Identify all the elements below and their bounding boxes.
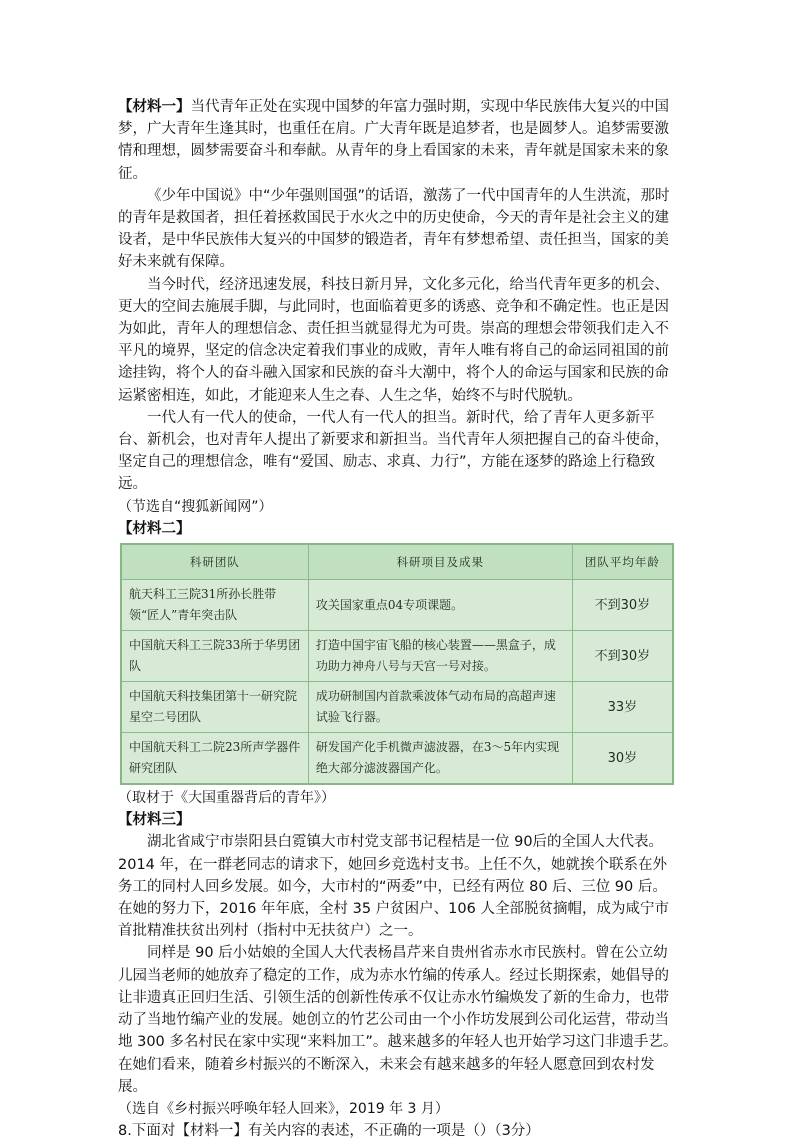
table-row <box>121 682 673 733</box>
material1-p1-text: 当代青年正处在实现中国梦的年富力强时期，实现中华民族伟大复兴的中国梦，广大青年生逢其时，也重任在肩。广大青年既是追梦者，也是圆梦人。追梦需要激情和理想，圆梦需要奋斗和奉献。从青年的身上看国家的未来，青年就是国家未来的象征。 <box>118 99 669 182</box>
table-cell-team: 中国航天科技集团第十一研究院星空二号团队 <box>121 682 308 733</box>
table-header-row <box>121 544 673 580</box>
material3-label: 【材料三】 <box>118 812 191 829</box>
table-cell-age: 30岁 <box>572 733 673 785</box>
table-cell-project: 研发国产化手机微声滤波器，在3～5年内实现绝大部分滤波器国产化。 <box>308 733 572 785</box>
question-8: 8.下面对【材料一】有关内容的表述，不正确的一项是（）（3分） <box>118 1123 540 1140</box>
material1-label: 【材料一】 <box>118 99 191 115</box>
table-row <box>121 631 673 682</box>
material3-paragraph-1: 湖北省咸宁市崇阳县白霓镇大市村党支部书记程桔是一位 90后的全国人大代表。2014 年，在一群老同志的请求下，她回乡竞选村支书。上任不久，她就挨个联系在外务工的同村人回乡发展。如今，大市村的“两委”中，已经有两位 80 后、三位 90 后。在她的努力下，2016 年年底，全村 35 户贫困户、106 人全部脱贫摘帽，成为咸宁市首批精准扶贫出列村（指村中无扶贫户）之一。 <box>118 834 669 940</box>
material1-paragraph-4: 一代人有一代人的使命，一代人有一代人的担当。新时代，给了青年人更多新平台、新机会，也对青年人提出了新要求和新担当。当代青年人须把握自己的奋斗使命，坚定自己的理想信念，唯有“爱国、励志、求真、力行”，方能在逐梦的路途上行稳致远。 <box>118 409 669 493</box>
material1-paragraph-3: 当今时代，经济迅速发展，科技日新月异，文化多元化，给当代青年更多的机会、更大的空间去施展手脚，与此同时，也面临着更多的诱惑、竞争和不确定性。也正是因为如此，青年人的理想信念、责任担当就显得尤为可贵。崇高的理想会带领我们走入不平凡的境界，坚定的信念决定着我们事业的成败，青年人唯有将自己的命运同祖国的前途挂钩，将个人的奋斗融入国家和民族的奋斗大潮中，将个人的命运与国家和民族的命运紧密相连，如此，才能迎来人生之春、人生之华，始终不与时代脱轨。 <box>118 276 669 404</box>
material3-paragraph-2: 同样是 90 后小姑娘的全国人大代表杨昌芹来自贵州省赤水市民族村。曾在公立幼儿园当老师的她放弃了稳定的工作，成为赤水竹编的传承人。经过长期探索，她倡导的让非遗真正回归生活、引领生活的创新性传承不仅让赤水竹编焕发了新的生命力，也带动了当地竹编产业的发展。她创立的竹艺公司由一个小作坊发展到公司化运营，带动当地 300 多名村民在家中实现“来料加工”。越来越多的年轻人也开始学习这门非遗手艺。在她们看来，随着乡村振兴的不断深入，未来会有越来越多的年轻人愿意回到农村发展。 <box>118 945 678 1095</box>
table-cell-project: 成功研制国内首款乘波体气动布局的高超声速试验飞行器。 <box>308 682 572 733</box>
material1-source: （节选自“搜狐新闻网”） <box>118 498 273 515</box>
table-header: 团队平均年龄 <box>572 544 673 580</box>
table-cell-age: 不到30岁 <box>572 631 673 682</box>
table-cell-team: 航天科工三院31所孙长胜带领“匠人”青年突击队 <box>121 580 308 631</box>
table-cell-age: 不到30岁 <box>572 580 673 631</box>
document-page <box>118 96 678 1142</box>
table-cell-age: 33岁 <box>572 682 673 733</box>
table-header: 科研团队 <box>121 544 308 580</box>
table-cell-project: 打造中国宇宙飞船的核心装置——黑盒子，成功助力神舟八号与天宫一号对接。 <box>308 631 572 682</box>
table-header: 科研项目及成果 <box>308 544 572 580</box>
material2-label: 【材料二】 <box>118 520 191 537</box>
table-cell-team: 中国航天科工三院33所于华男团队 <box>121 631 308 682</box>
material1-paragraph-1 <box>118 96 678 185</box>
table-row <box>121 733 673 785</box>
table-cell-project: 攻关国家重点04专项课题。 <box>308 580 572 631</box>
table-cell-team: 中国航天科工二院23所声学器件研究团队 <box>121 733 308 785</box>
material3-source: （选自《乡村振兴呼唤年轻人回来》，2019 年 3 月） <box>118 1100 449 1117</box>
material2-source: （取材于《大国重器背后的青年》） <box>118 790 335 807</box>
table-row <box>121 580 673 631</box>
material1-paragraph-2: 《少年中国说》中“少年强则国强”的话语，激荡了一代中国青年的人生洪流，那时的青年是救国者，担任着拯救国民于水火之中的历史使命，今天的青年是社会主义的建设者，是中华民族伟大复兴的中国梦的锻造者，青年有梦想希望、责任担当，国家的美好未来就有保障。 <box>118 187 670 271</box>
research-team-table <box>120 543 674 785</box>
